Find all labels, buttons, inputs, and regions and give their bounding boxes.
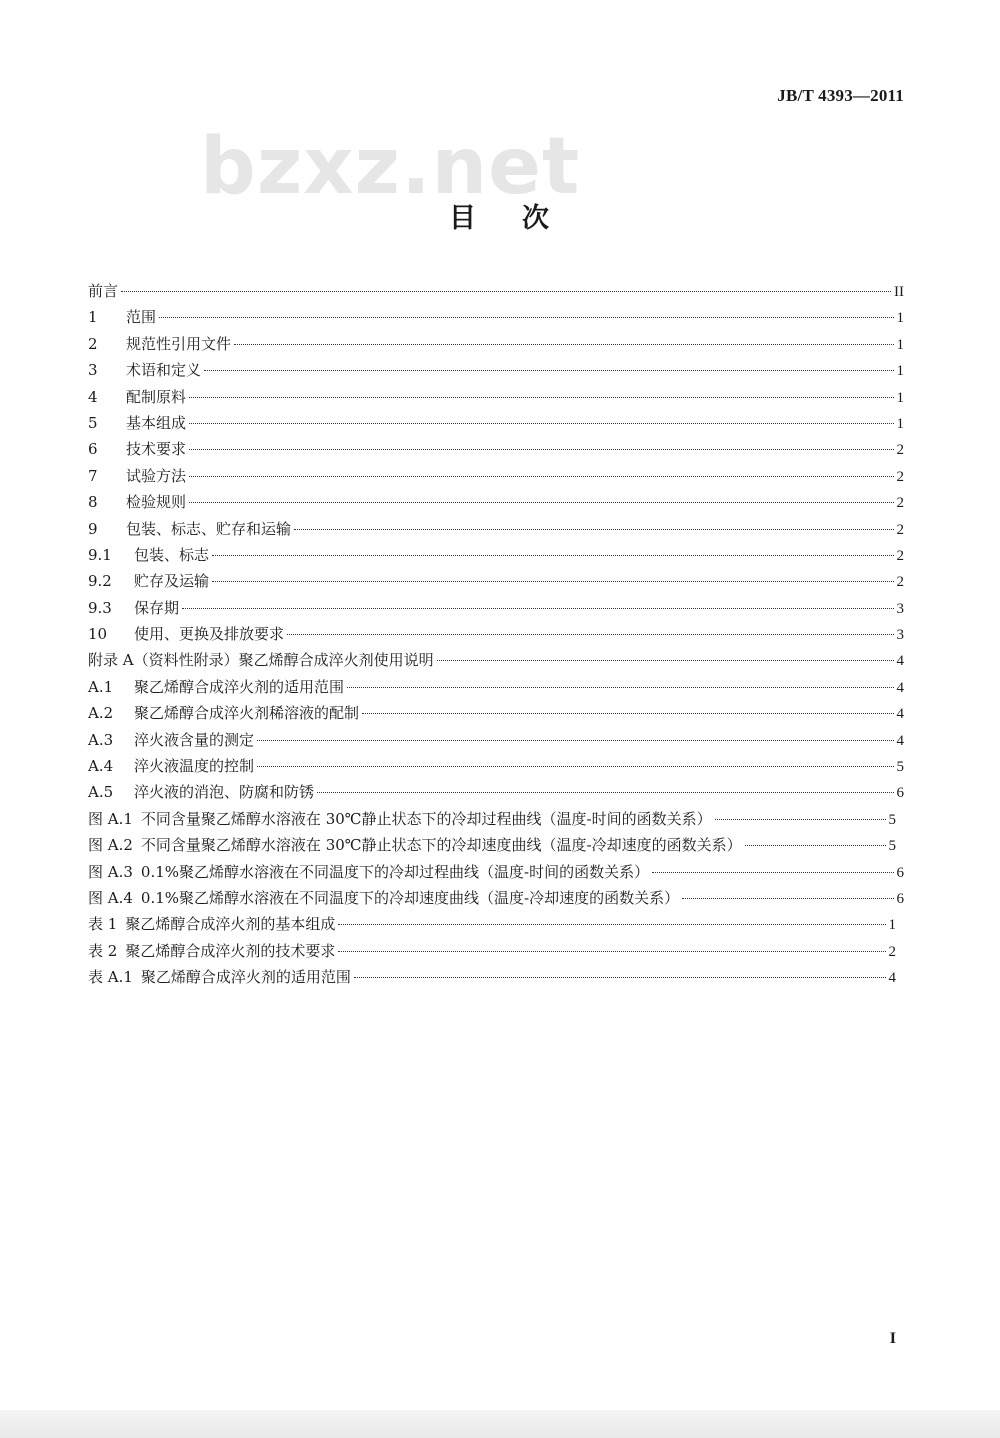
toc-entry-number: 4 — [88, 387, 98, 406]
watermark: bzxz.net — [200, 122, 581, 212]
toc-entry-page: 2 — [896, 521, 904, 538]
toc-entry-a-1[interactable] — [88, 674, 904, 700]
toc-entry-number: 8 — [88, 493, 98, 512]
toc-leader — [212, 555, 893, 556]
toc-entry-text: 淬火液含量的测定 — [134, 730, 255, 749]
toc-entry-page: 2 — [896, 468, 904, 485]
toc-entry-number: 1 — [88, 308, 98, 327]
toc-entry-6[interactable] — [88, 436, 904, 462]
toc-entry-number: A.5 — [88, 783, 114, 802]
toc-entry-page: 1 — [896, 336, 904, 353]
toc-entry-text: 聚乙烯醇合成淬火剂的适用范围 — [134, 677, 345, 696]
toc-leader — [338, 951, 885, 952]
toc-leader — [189, 423, 893, 424]
toc-entry-number: 9.2 — [88, 572, 112, 591]
toc-entry-5[interactable] — [88, 410, 904, 436]
toc-entry-text: 规范性引用文件 — [126, 334, 232, 353]
page-bottom-strip — [0, 1410, 1000, 1438]
toc-entry-number: 9.3 — [88, 598, 112, 617]
toc-entry-a-5[interactable] — [88, 779, 904, 805]
toc-leader — [257, 766, 893, 767]
toc-leader — [437, 660, 894, 661]
toc-entry-text: 聚乙烯醇合成淬火剂的适用范围 — [140, 968, 351, 987]
toc-entry-8[interactable] — [88, 489, 904, 515]
toc-entry-text: 不同含量聚乙烯醇水溶液在 30℃静止状态下的冷却速度曲线（温度-冷却速度的函数关系） — [140, 836, 742, 855]
toc-entry-number: A.4 — [88, 757, 114, 776]
toc-entry-7[interactable] — [88, 463, 904, 489]
toc-entry-9[interactable] — [88, 516, 904, 542]
toc-entry-a-4[interactable] — [88, 753, 904, 779]
toc-entry-number: 图 A.3 — [88, 862, 133, 881]
toc-entry-page: 2 — [888, 943, 896, 960]
toc-entry-page: 4 — [896, 732, 904, 749]
toc-entry-text: 包装、标志 — [134, 545, 210, 564]
toc-entry-figure-a-1[interactable] — [88, 806, 896, 832]
toc-leader — [159, 317, 893, 318]
toc-entry-number: 图 A.2 — [88, 836, 133, 855]
toc-entry-page: 1 — [896, 415, 904, 432]
toc-entry-page: 1 — [888, 917, 896, 934]
toc-entry-9-3[interactable] — [88, 595, 904, 621]
toc-entry-number: 表 1 — [88, 915, 118, 934]
toc-entry-text: 贮存及运输 — [134, 572, 210, 591]
toc-entry-text: 使用、更换及排放要求 — [134, 625, 285, 644]
toc-entry-number: 3 — [88, 361, 98, 380]
toc-entry-2[interactable] — [88, 331, 904, 357]
toc-entry-9-1[interactable] — [88, 542, 904, 568]
toc-leader — [287, 634, 893, 635]
toc-leader — [682, 898, 893, 899]
toc-entry-page: 1 — [896, 389, 904, 406]
toc-entry-text: 范围 — [126, 308, 157, 327]
toc-entry-table-a-1[interactable] — [88, 964, 896, 990]
toc-entry-page: 5 — [888, 811, 896, 828]
toc-leader — [347, 687, 893, 688]
toc-entry-page: 1 — [896, 310, 904, 327]
toc-leader — [234, 344, 893, 345]
toc-entry-text: 基本组成 — [126, 413, 187, 432]
toc-entry-annex-a[interactable] — [88, 647, 904, 673]
toc-entry-page: 6 — [896, 785, 904, 802]
toc-entry-number: 6 — [88, 440, 98, 459]
toc-entry-text: 不同含量聚乙烯醇水溶液在 30℃静止状态下的冷却过程曲线（温度-时间的函数关系） — [140, 809, 712, 828]
toc-leader — [294, 529, 893, 530]
toc-entry-text: 检验规则 — [126, 493, 187, 512]
toc-entry-text: 淬火液的消泡、防腐和防锈 — [134, 783, 315, 802]
toc-entry-page: 2 — [896, 547, 904, 564]
toc-entry-text: 试验方法 — [126, 466, 187, 485]
toc-leader — [189, 397, 893, 398]
toc-entry-number: 5 — [88, 413, 98, 432]
toc-entry-number: A.1 — [88, 677, 114, 696]
toc-entry-number: 9.1 — [88, 545, 112, 564]
toc-entry-10[interactable] — [88, 621, 904, 647]
toc-entry-page: II — [894, 284, 904, 300]
toc-entry-page: 1 — [896, 363, 904, 380]
toc-entry-page: 6 — [896, 890, 904, 907]
toc-entry-page: 4 — [888, 970, 896, 987]
toc-entry-page: 2 — [896, 495, 904, 512]
toc-entry-page: 2 — [896, 574, 904, 591]
toc-entry-text: 聚乙烯醇合成淬火剂稀溶液的配制 — [134, 704, 360, 723]
toc-entry-text: 淬火液温度的控制 — [134, 757, 255, 776]
toc-entry-text: 附录 A（资料性附录）聚乙烯醇合成淬火剂使用说明 — [88, 651, 434, 670]
toc-entry-foreword[interactable] — [88, 278, 904, 304]
toc-entry-text: 包装、标志、贮存和运输 — [126, 519, 292, 538]
toc-entry-3[interactable] — [88, 357, 904, 383]
toc-entry-page: 4 — [896, 706, 904, 723]
toc-entry-1[interactable] — [88, 304, 904, 330]
toc-entry-table-2[interactable] — [88, 938, 896, 964]
toc-list — [88, 278, 904, 991]
toc-leader — [715, 819, 886, 820]
toc-entry-text: 前言 — [88, 282, 119, 300]
toc-entry-text: 聚乙烯醇合成淬火剂的技术要求 — [125, 941, 336, 960]
toc-leader — [212, 581, 893, 582]
toc-entry-number: 9 — [88, 519, 98, 538]
toc-entry-number: 7 — [88, 466, 98, 485]
toc-entry-page: 3 — [896, 627, 904, 644]
toc-entry-text: 聚乙烯醇合成淬火剂的基本组成 — [125, 915, 336, 934]
toc-leader — [189, 502, 893, 503]
toc-entry-figure-a-2[interactable] — [88, 832, 896, 858]
page-number: I — [889, 1330, 896, 1347]
toc-entry-number: 图 A.1 — [88, 809, 133, 828]
toc-title — [0, 196, 1000, 235]
toc-entry-number: A.2 — [88, 704, 114, 723]
toc-entry-table-1[interactable] — [88, 911, 896, 937]
toc-leader — [189, 449, 893, 450]
toc-leader — [182, 608, 893, 609]
toc-entry-figure-a-4[interactable] — [88, 885, 904, 911]
toc-entry-page: 2 — [896, 442, 904, 459]
toc-leader — [204, 370, 893, 371]
toc-entry-number: 表 2 — [88, 941, 118, 960]
toc-title-char-2: 次 — [522, 203, 551, 234]
toc-entry-4[interactable] — [88, 384, 904, 410]
toc-entry-page: 6 — [896, 864, 904, 881]
toc-entry-a-3[interactable] — [88, 727, 904, 753]
toc-leader — [121, 291, 891, 292]
toc-leader — [745, 845, 886, 846]
toc-leader — [362, 713, 893, 714]
toc-leader — [317, 792, 893, 793]
toc-leader — [189, 476, 893, 477]
toc-entry-text: 配制原料 — [126, 387, 187, 406]
toc-title-char-1: 目 — [449, 203, 478, 234]
toc-entry-page: 4 — [896, 653, 904, 670]
toc-leader — [257, 740, 893, 741]
toc-entry-text: 保存期 — [134, 598, 180, 617]
toc-entry-figure-a-3[interactable] — [88, 859, 904, 885]
toc-entry-text: 技术要求 — [126, 440, 187, 459]
toc-entry-number: A.3 — [88, 730, 114, 749]
toc-entry-number: 2 — [88, 334, 98, 353]
toc-entry-number: 10 — [88, 625, 108, 644]
toc-leader — [338, 924, 885, 925]
toc-entry-text: 术语和定义 — [126, 361, 202, 380]
toc-leader — [652, 872, 893, 873]
toc-entry-page: 3 — [896, 600, 904, 617]
toc-entry-9-2[interactable] — [88, 568, 904, 594]
toc-entry-text: 0.1%聚乙烯醇水溶液在不同温度下的冷却过程曲线（温度-时间的函数关系） — [140, 862, 650, 881]
toc-leader — [354, 977, 886, 978]
toc-entry-number: 表 A.1 — [88, 968, 133, 987]
standard-code: JB/T 4393—2011 — [777, 86, 904, 105]
toc-entry-page: 4 — [896, 679, 904, 696]
toc-entry-a-2[interactable] — [88, 700, 904, 726]
toc-entry-text: 0.1%聚乙烯醇水溶液在不同温度下的冷却速度曲线（温度-冷却速度的函数关系） — [140, 888, 680, 907]
toc-entry-page: 5 — [896, 759, 904, 776]
toc-entry-page: 5 — [888, 838, 896, 855]
toc-entry-number: 图 A.4 — [88, 888, 133, 907]
